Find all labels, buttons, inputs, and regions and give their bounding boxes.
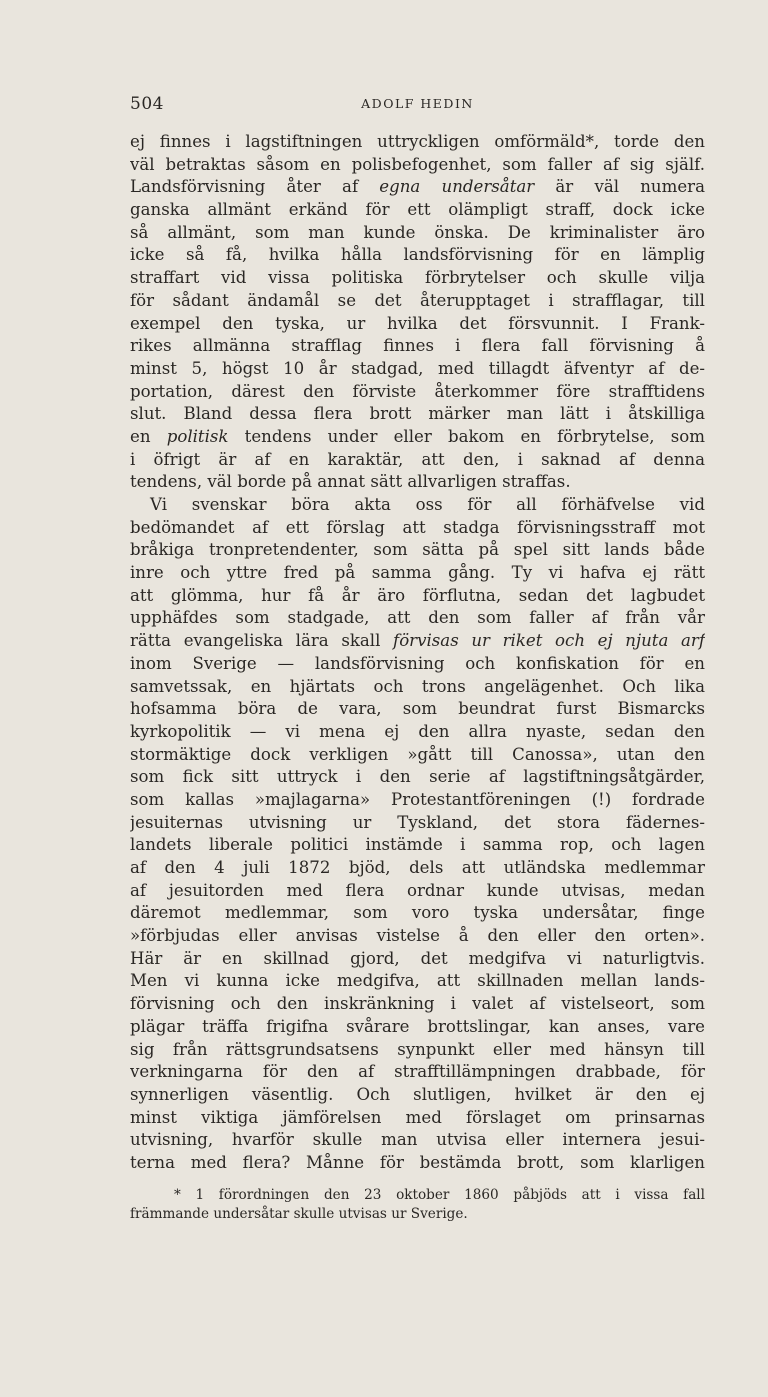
text-line: så allmänt, som man kunde önska. De kriminalister äro (130, 222, 705, 242)
text-line: hofsamma böra de vara, som beundrat furst Bismarcks (130, 699, 705, 719)
text-line: inre och yttre fred på samma gång. Ty vi hafva ej rätt (130, 563, 705, 583)
text-line: som kallas »majlagarna» Protestantföreningen (!) fordrade (130, 789, 705, 809)
text-line: Vi svenskar böra akta oss för all förhäfvelse vid (150, 495, 705, 514)
text-line: portation, därest den förviste återkommer före strafftidens (130, 381, 705, 401)
text-line: stormäktige dock verkligen »gått till Canossa», utan den (130, 744, 705, 764)
text-line: upphäfdes som stadgade, att den som faller af från vår (130, 608, 705, 628)
running-title: ADOLF HEDIN (361, 96, 474, 111)
text-line: synnerligen väsentlig. Och slutligen, hvilket är den ej (130, 1084, 705, 1104)
text-line: att glömma, hur få år äro förflutna, sedan det lagbudet (130, 585, 705, 605)
text-line: ganska allmänt erkänd för ett olämpligt straff, dock icke (130, 200, 705, 220)
text-line: icke så få, hvilka hålla landsförvisning för en lämplig (130, 245, 705, 265)
text-line: kyrkopolitik — vi mena ej den allra nyaste, sedan den (130, 721, 705, 741)
body-text (130, 131, 705, 1175)
text-line: som fick sitt uttryck i den serie af lagstiftningsåtgärder, (130, 767, 705, 787)
italic-phrase: politisk (166, 426, 229, 446)
text-line: minst viktiga jämförelsen med förslaget om prinsarnas (130, 1107, 705, 1127)
text-line: straffart vid vissa politiska förbrytelser och skulle vilja (130, 268, 705, 288)
text-line: terna med flera? Månne för bestämda brott, som klarligen (130, 1152, 705, 1172)
text-line: i öfrigt är af en karaktär, att den, i saknad af denna (130, 449, 705, 469)
text-line: tendens, väl borde på annat sätt allvarligen straffas. (130, 472, 571, 492)
text-line: en politisk tendens under eller bakom en förbrytelse, som (130, 426, 705, 446)
text-line: förvisning och den inskränkning i valet af vistelseort, som (130, 994, 705, 1014)
text-line: Landsförvisning åter af egna undersåtar är väl numera (130, 177, 705, 197)
text-line: inom Sverige — landsförvisning och konfiskation för en (130, 653, 705, 673)
text-line: »förbjudas eller anvisas vistelse å den eller den orten». (130, 926, 705, 946)
text-line: bedömandet af ett förslag att stadga förvisningsstraff mot (130, 517, 705, 537)
text-line: jesuiternas utvisning ur Tyskland, det stora fädernes- (130, 812, 705, 832)
running-head (130, 94, 705, 118)
text-line: sig från rättsgrundsatsens synpunkt eller med hänsyn till (130, 1039, 705, 1059)
footnote (130, 1186, 705, 1224)
text-line: plägar träffa frigifna svårare brottslingar, kan anses, vare (130, 1016, 705, 1036)
text-line: samvetssak, en hjärtats och trons angelägenhet. Och lika (130, 676, 705, 696)
text-line: Men vi kunna icke medgifva, att skillnaden mellan lands- (130, 971, 705, 991)
text-line: landets liberale politici instämde i samma rop, och lagen (130, 835, 705, 855)
text-line: exempel den tyska, ur hvilka det försvunnit. I Frank- (130, 313, 705, 333)
text-line: däremot medlemmar, som voro tyska undersåtar, finge (130, 903, 705, 923)
text-line: af den 4 juli 1872 bjöd, dels att utländska medlemmar (130, 858, 705, 877)
text-line: verkningarna för den af strafftillämpningen drabbade, för (130, 1062, 705, 1082)
text-line: slut. Bland dessa flera brott märker man lätt i åtskilliga (130, 404, 705, 424)
text-line: rätta evangeliska lära skall förvisas ur riket och ej njuta arf (130, 631, 705, 651)
text-line: väl betraktas såsom en polisbefogenhet, som faller af sig själf. (130, 154, 705, 174)
text-line: af jesuitorden med flera ordnar kunde utvisas, medan (130, 880, 705, 900)
text-line: för sådant ändamål se det återupptaget i strafflagar, till (130, 290, 705, 310)
footnote-line: främmande undersåtar skulle utvisas ur Sverige. (130, 1206, 468, 1222)
text-line: rikes allmänna strafflag finnes i flera fall förvisning å (130, 336, 705, 356)
text-line: utvisning, hvarför skulle man utvisa eller internera jesui- (130, 1130, 705, 1150)
text-line: minst 5, högst 10 år stadgad, med tillagdt äfventyr af de- (130, 358, 705, 378)
footnote-line: * 1 förordningen den 23 oktober 1860 påbjöds att i vissa fall (174, 1187, 705, 1203)
text-line: Här är en skillnad gjord, det medgifva vi naturligtvis. (130, 948, 705, 968)
italic-phrase: förvisas ur riket och ej njuta arf (393, 631, 705, 651)
italic-phrase: egna undersåtar (379, 177, 535, 197)
text-line: bråkiga tronpretendenter, som sätta på spel sitt lands både (130, 540, 705, 560)
text-line: ej finnes i lagstiftningen uttryckligen omförmäld*, torde den (130, 132, 705, 151)
page-number: 504 (130, 94, 164, 114)
